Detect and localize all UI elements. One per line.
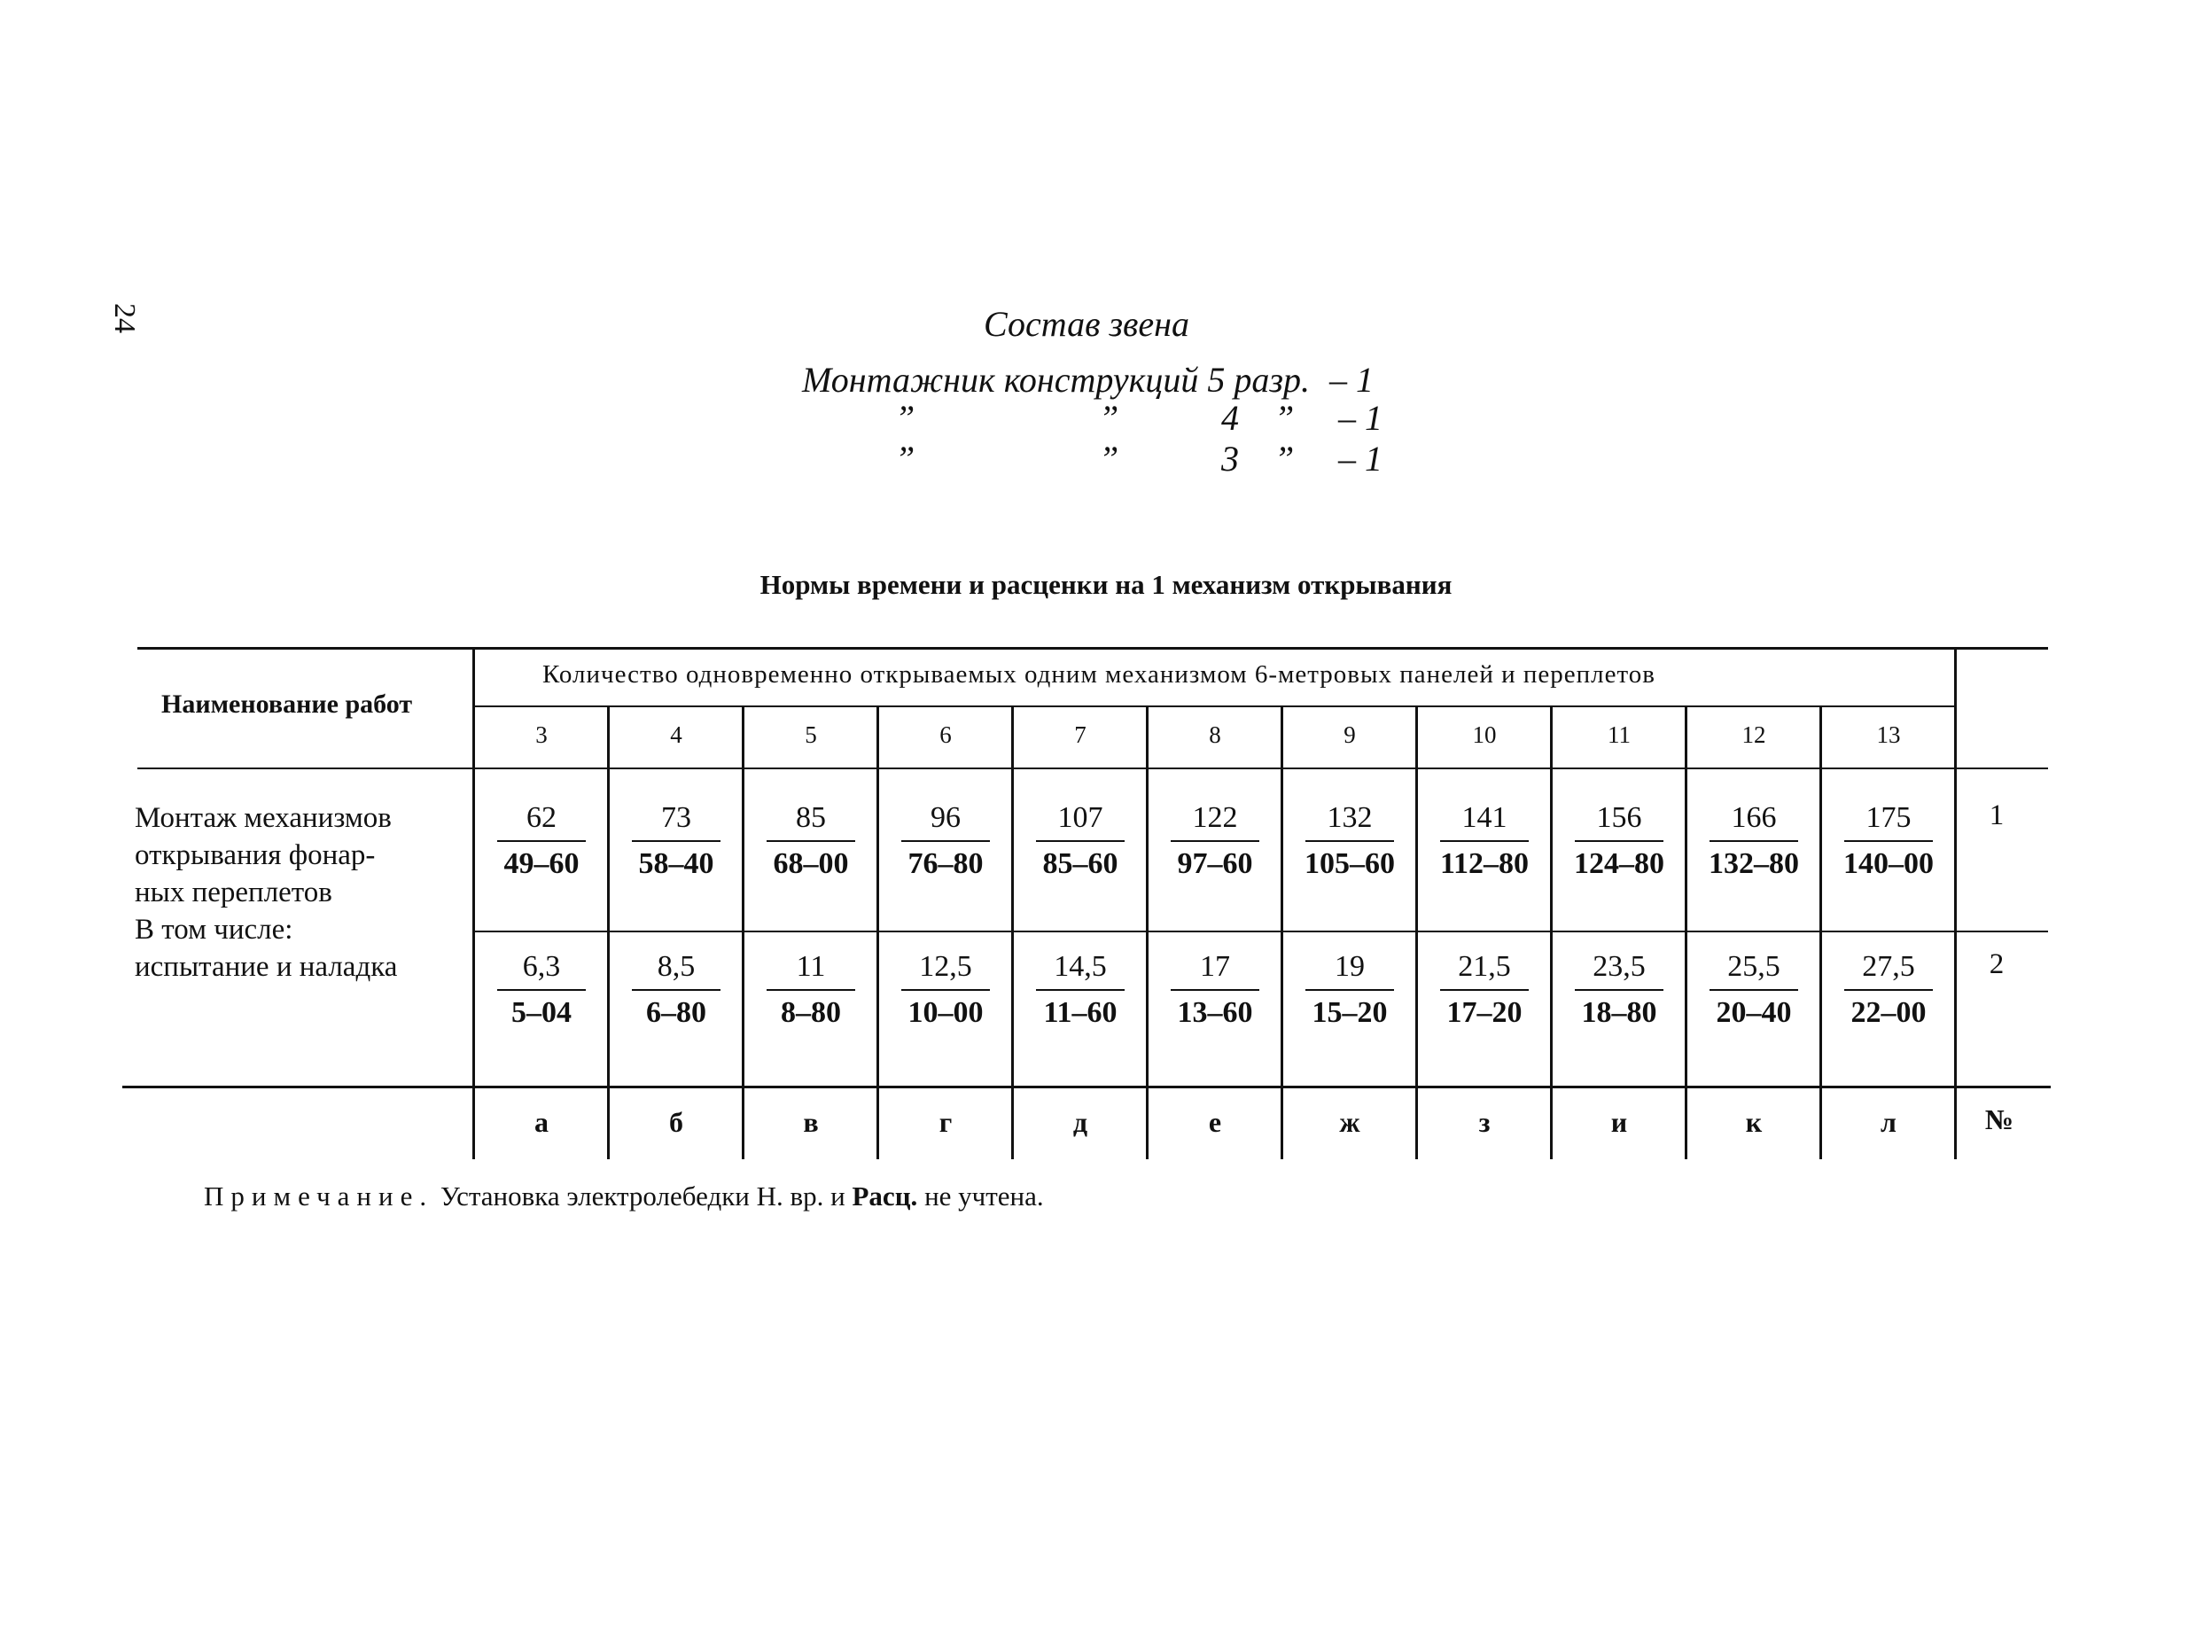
norm-rate-cell — [474, 799, 609, 883]
time-norm: 166 — [1731, 801, 1777, 834]
crew-line-3-count — [1338, 438, 1382, 479]
time-norm: 14,5 — [1054, 950, 1107, 983]
fraction-bar — [1575, 989, 1663, 991]
time-norm: 62 — [526, 801, 557, 834]
fraction-bar — [1171, 989, 1259, 991]
number-label: № — [1984, 1103, 2014, 1135]
norm-rate-cell — [1821, 799, 1956, 883]
note-label: Примечание. — [204, 1181, 434, 1212]
row-number-1: 1 — [1989, 799, 2005, 831]
row-number-2: 2 — [1989, 948, 2005, 980]
crew-ditto: ” — [1274, 398, 1295, 438]
column-number: 3 — [535, 721, 548, 748]
rate-value: 68–00 — [773, 847, 849, 880]
crew-grade: 4 — [1221, 398, 1239, 438]
fraction-bar — [497, 840, 586, 842]
crew-line-1 — [802, 359, 1374, 401]
crew-ditto: ” — [895, 398, 915, 438]
fraction-bar — [1710, 840, 1798, 842]
column-letter: в — [803, 1106, 819, 1138]
rate-value: 85–60 — [1042, 847, 1118, 880]
norm-rate-cell — [609, 799, 744, 883]
column-number: 8 — [1209, 721, 1221, 748]
time-norm: 122 — [1192, 801, 1238, 834]
rate-value: 17–20 — [1446, 996, 1523, 1029]
table-bottom-rule — [122, 1086, 2051, 1088]
norm-rate-cell — [878, 948, 1013, 1032]
crew-line-3-ditto-b — [1274, 438, 1294, 479]
fraction-bar — [1305, 989, 1394, 991]
time-norm: 12,5 — [919, 950, 972, 983]
crew-ditto: ” — [895, 439, 915, 479]
rate-value: 132–80 — [1709, 847, 1799, 880]
fraction-bar — [632, 989, 720, 991]
rate-value: 10–00 — [907, 996, 984, 1029]
fraction-bar — [1575, 840, 1663, 842]
column-letter: д — [1072, 1106, 1088, 1138]
column-letter: и — [1610, 1106, 1628, 1138]
crew-count: – 1 — [1338, 439, 1382, 479]
column-letter: г — [939, 1106, 953, 1138]
fraction-bar — [1305, 840, 1394, 842]
header-work-label: Наименование работ — [161, 690, 413, 719]
time-norm: 73 — [661, 801, 691, 834]
column-letter: л — [1881, 1106, 1897, 1138]
work-name-row-2 — [135, 911, 397, 986]
norm-rate-cell — [1148, 948, 1282, 1032]
rate-value: 97–60 — [1177, 847, 1253, 880]
fraction-bar — [632, 840, 720, 842]
crew-line-3 — [895, 438, 915, 479]
norm-rate-cell — [1821, 948, 1956, 1032]
note-text-before: Установка электролебедки Н. вр. и — [440, 1181, 853, 1212]
crew-line-2-ditto-b — [1274, 397, 1294, 439]
rate-value: 140–00 — [1843, 847, 1934, 880]
rate-value: 76–80 — [907, 847, 984, 880]
note — [204, 1181, 1044, 1212]
norm-rate-cell — [1282, 948, 1417, 1032]
column-number: 11 — [1608, 721, 1631, 748]
table-top-rule — [137, 647, 2048, 650]
norm-rate-cell — [1282, 799, 1417, 883]
work-line: В том числе: — [135, 914, 293, 946]
fraction-bar — [1844, 989, 1933, 991]
note-text-after: не учтена. — [917, 1181, 1044, 1212]
column-number: 12 — [1741, 721, 1766, 748]
work-line: Монтаж механизмов — [135, 802, 392, 834]
norm-rate-cell — [1552, 948, 1686, 1032]
column-letter: е — [1208, 1106, 1222, 1138]
fraction-bar — [1440, 989, 1529, 991]
crew-line-2-count — [1338, 397, 1382, 439]
column-number: 6 — [939, 721, 952, 748]
crew-count: – 1 — [1328, 360, 1374, 400]
crew-grade: 5 разр. — [1207, 360, 1310, 400]
fraction-bar — [1844, 840, 1933, 842]
crew-line-2-ditto — [1099, 397, 1118, 439]
time-norm: 17 — [1200, 950, 1230, 983]
fraction-bar — [767, 989, 855, 991]
rate-value: 22–00 — [1850, 996, 1927, 1029]
column-letter: б — [669, 1106, 683, 1138]
rate-value: 15–20 — [1312, 996, 1388, 1029]
column-letter: а — [534, 1106, 549, 1138]
rate-value: 11–60 — [1043, 996, 1118, 1029]
work-column-border — [472, 649, 475, 768]
column-number: 9 — [1344, 721, 1356, 748]
time-norm: 19 — [1335, 950, 1365, 983]
column-number: 13 — [1876, 721, 1901, 748]
crew-grade: 3 — [1221, 439, 1239, 479]
norm-rate-cell — [1686, 948, 1821, 1032]
time-norm: 175 — [1865, 801, 1912, 834]
work-line: открывания фонар- — [135, 839, 376, 871]
crew-profession: Монтажник конструкций — [802, 360, 1199, 400]
crew-count: – 1 — [1338, 398, 1382, 438]
fraction-bar — [1036, 989, 1125, 991]
column-number: 4 — [670, 721, 682, 748]
fraction-bar — [901, 840, 990, 842]
time-norm: 25,5 — [1727, 950, 1780, 983]
header-divider — [474, 705, 1957, 707]
rate-value: 8–80 — [781, 996, 841, 1029]
fraction-bar — [1171, 840, 1259, 842]
fraction-bar — [1036, 840, 1125, 842]
fraction-bar — [497, 989, 586, 991]
norm-rate-cell — [878, 799, 1013, 883]
rate-value: 112–80 — [1439, 847, 1530, 880]
rate-value: 105–60 — [1305, 847, 1395, 880]
rate-value: 6–80 — [646, 996, 706, 1029]
norm-rate-cell — [1552, 799, 1686, 883]
table-caption: Нормы времени и расценки на 1 механизм открывания — [759, 569, 1453, 600]
crew-ditto: ” — [1099, 439, 1119, 479]
time-norm: 21,5 — [1458, 950, 1511, 983]
time-norm: 11 — [796, 950, 826, 983]
time-norm: 107 — [1057, 801, 1103, 834]
column-letter: з — [1478, 1106, 1491, 1138]
crew-line-2-grade — [1221, 397, 1239, 439]
fraction-bar — [1440, 840, 1529, 842]
work-line: ных переплетов — [135, 877, 332, 908]
time-norm: 27,5 — [1862, 950, 1915, 983]
rate-value: 20–40 — [1716, 996, 1792, 1029]
work-name-row-1 — [135, 799, 392, 911]
crew-ditto: ” — [1274, 439, 1295, 479]
time-norm: 141 — [1461, 801, 1507, 834]
row-divider — [474, 931, 2048, 932]
rate-value: 58–40 — [638, 847, 714, 880]
time-norm: 156 — [1596, 801, 1642, 834]
work-line: испытание и наладка — [135, 951, 398, 983]
time-norm: 23,5 — [1593, 950, 1646, 983]
header-count-label: Количество одновременно открываемых одним механизмом 6-метровых панелей и переплетов — [542, 660, 1655, 689]
norm-rate-cell — [1417, 948, 1552, 1032]
column-number: 7 — [1074, 721, 1087, 748]
time-norm: 8,5 — [657, 950, 696, 983]
header-bottom-rule — [137, 768, 2048, 769]
crew-line-2 — [895, 397, 915, 439]
time-norm: 85 — [796, 801, 826, 834]
column-letter: к — [1745, 1106, 1763, 1138]
time-norm: 132 — [1327, 801, 1373, 834]
norm-rate-cell — [1013, 948, 1148, 1032]
rate-value: 18–80 — [1581, 996, 1657, 1029]
time-norm: 6,3 — [522, 950, 561, 983]
norm-rate-cell — [1686, 799, 1821, 883]
crew-ditto: ” — [1099, 398, 1119, 438]
fraction-bar — [901, 989, 990, 991]
fraction-bar — [767, 840, 855, 842]
crew-title: Состав звена — [984, 304, 1190, 344]
norm-rate-cell — [1148, 799, 1282, 883]
page-number: 24 — [108, 303, 141, 333]
norm-rate-cell — [609, 948, 744, 1032]
norm-rate-cell — [744, 948, 878, 1032]
norm-rate-cell — [1417, 799, 1552, 883]
norm-rate-cell — [1013, 799, 1148, 883]
fraction-bar — [1710, 989, 1798, 991]
time-norm: 96 — [931, 801, 961, 834]
rate-value: 49–60 — [503, 847, 580, 880]
rate-value: 13–60 — [1177, 996, 1253, 1029]
crew-line-3-ditto — [1099, 438, 1118, 479]
column-letter: ж — [1339, 1106, 1360, 1138]
norm-rate-cell — [474, 948, 609, 1032]
note-text-bold: Расц. — [852, 1181, 918, 1212]
norm-rate-cell — [744, 799, 878, 883]
column-number: 5 — [805, 721, 817, 748]
crew-line-3-grade — [1221, 438, 1239, 479]
rate-value: 5–04 — [511, 996, 572, 1029]
column-number: 10 — [1472, 721, 1497, 748]
rate-value: 124–80 — [1574, 847, 1664, 880]
